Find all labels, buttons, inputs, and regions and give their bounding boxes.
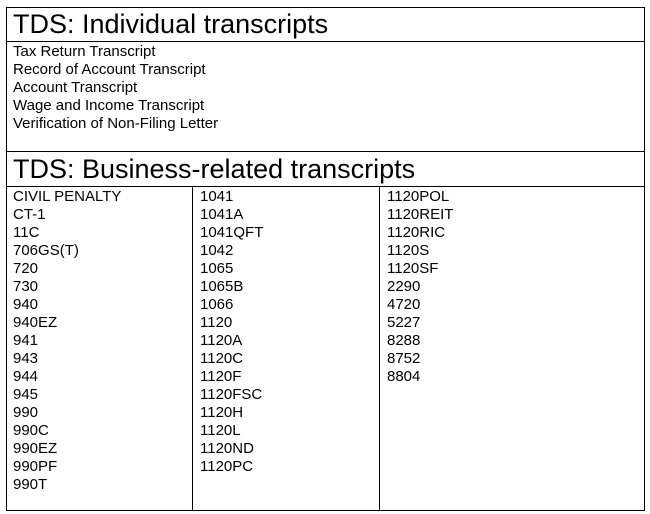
form-code: 1120C bbox=[200, 350, 244, 367]
form-code: 2290 bbox=[387, 278, 421, 295]
form-code: 1065 bbox=[200, 260, 234, 277]
form-code: 990C bbox=[13, 422, 49, 439]
form-code: 1120RIC bbox=[387, 224, 446, 241]
form-code: 1120FSC bbox=[200, 386, 263, 403]
business-transcripts-heading: TDS: Business-related transcripts bbox=[7, 151, 644, 187]
form-code: 990PF bbox=[13, 458, 58, 475]
form-code: 944 bbox=[13, 368, 39, 385]
form-code: 8752 bbox=[387, 350, 421, 367]
individual-transcripts-heading: TDS: Individual transcripts bbox=[7, 8, 644, 42]
form-code: CT-1 bbox=[13, 206, 46, 223]
form-code: CIVIL PENALTY bbox=[13, 188, 122, 205]
form-code: 941 bbox=[13, 332, 39, 349]
form-code: 945 bbox=[13, 386, 39, 403]
business-forms-grid bbox=[7, 187, 644, 510]
individual-transcripts-list bbox=[7, 43, 644, 150]
form-code: 990EZ bbox=[13, 440, 58, 457]
form-code: 1042 bbox=[200, 242, 234, 259]
form-code: 730 bbox=[13, 278, 39, 295]
list-item: Record of Account Transcript bbox=[13, 61, 206, 78]
list-item: Account Transcript bbox=[13, 79, 138, 96]
form-code: 1120S bbox=[387, 242, 430, 259]
form-code: 940 bbox=[13, 296, 39, 313]
form-code: 940EZ bbox=[13, 314, 58, 331]
list-item: Tax Return Transcript bbox=[13, 43, 156, 60]
form-code: 1120L bbox=[200, 422, 241, 439]
form-code: 1120REIT bbox=[387, 206, 454, 223]
form-code: 1120F bbox=[200, 368, 242, 385]
form-code: 1065B bbox=[200, 278, 244, 295]
form-code: 1120ND bbox=[200, 440, 254, 457]
form-code: 990T bbox=[13, 476, 48, 493]
form-code: 1120 bbox=[200, 314, 233, 331]
form-code: 990 bbox=[13, 404, 39, 421]
form-code: 5227 bbox=[387, 314, 421, 331]
form-code: 706GS(T) bbox=[13, 242, 79, 259]
form-code: 1120SF bbox=[387, 260, 439, 277]
transcripts-table bbox=[6, 7, 645, 511]
form-code: 1120H bbox=[200, 404, 244, 421]
form-code: 720 bbox=[13, 260, 39, 277]
form-code: 1041 bbox=[200, 188, 234, 205]
form-code: 1120POL bbox=[387, 188, 450, 205]
form-code: 1120A bbox=[200, 332, 243, 349]
form-code: 11C bbox=[13, 224, 40, 241]
business-forms-column-2 bbox=[192, 187, 379, 510]
list-item: Verification of Non-Filing Letter bbox=[13, 115, 219, 132]
form-code: 1120PC bbox=[200, 458, 254, 475]
business-forms-column-1 bbox=[7, 187, 192, 510]
form-code: 943 bbox=[13, 350, 39, 367]
business-forms-column-3 bbox=[379, 187, 644, 510]
form-code: 1041A bbox=[200, 206, 244, 223]
form-code: 8288 bbox=[387, 332, 421, 349]
form-code: 4720 bbox=[387, 296, 421, 313]
form-code: 8804 bbox=[387, 368, 421, 385]
form-code: 1066 bbox=[200, 296, 234, 313]
form-code: 1041QFT bbox=[200, 224, 264, 241]
list-item: Wage and Income Transcript bbox=[13, 97, 205, 114]
